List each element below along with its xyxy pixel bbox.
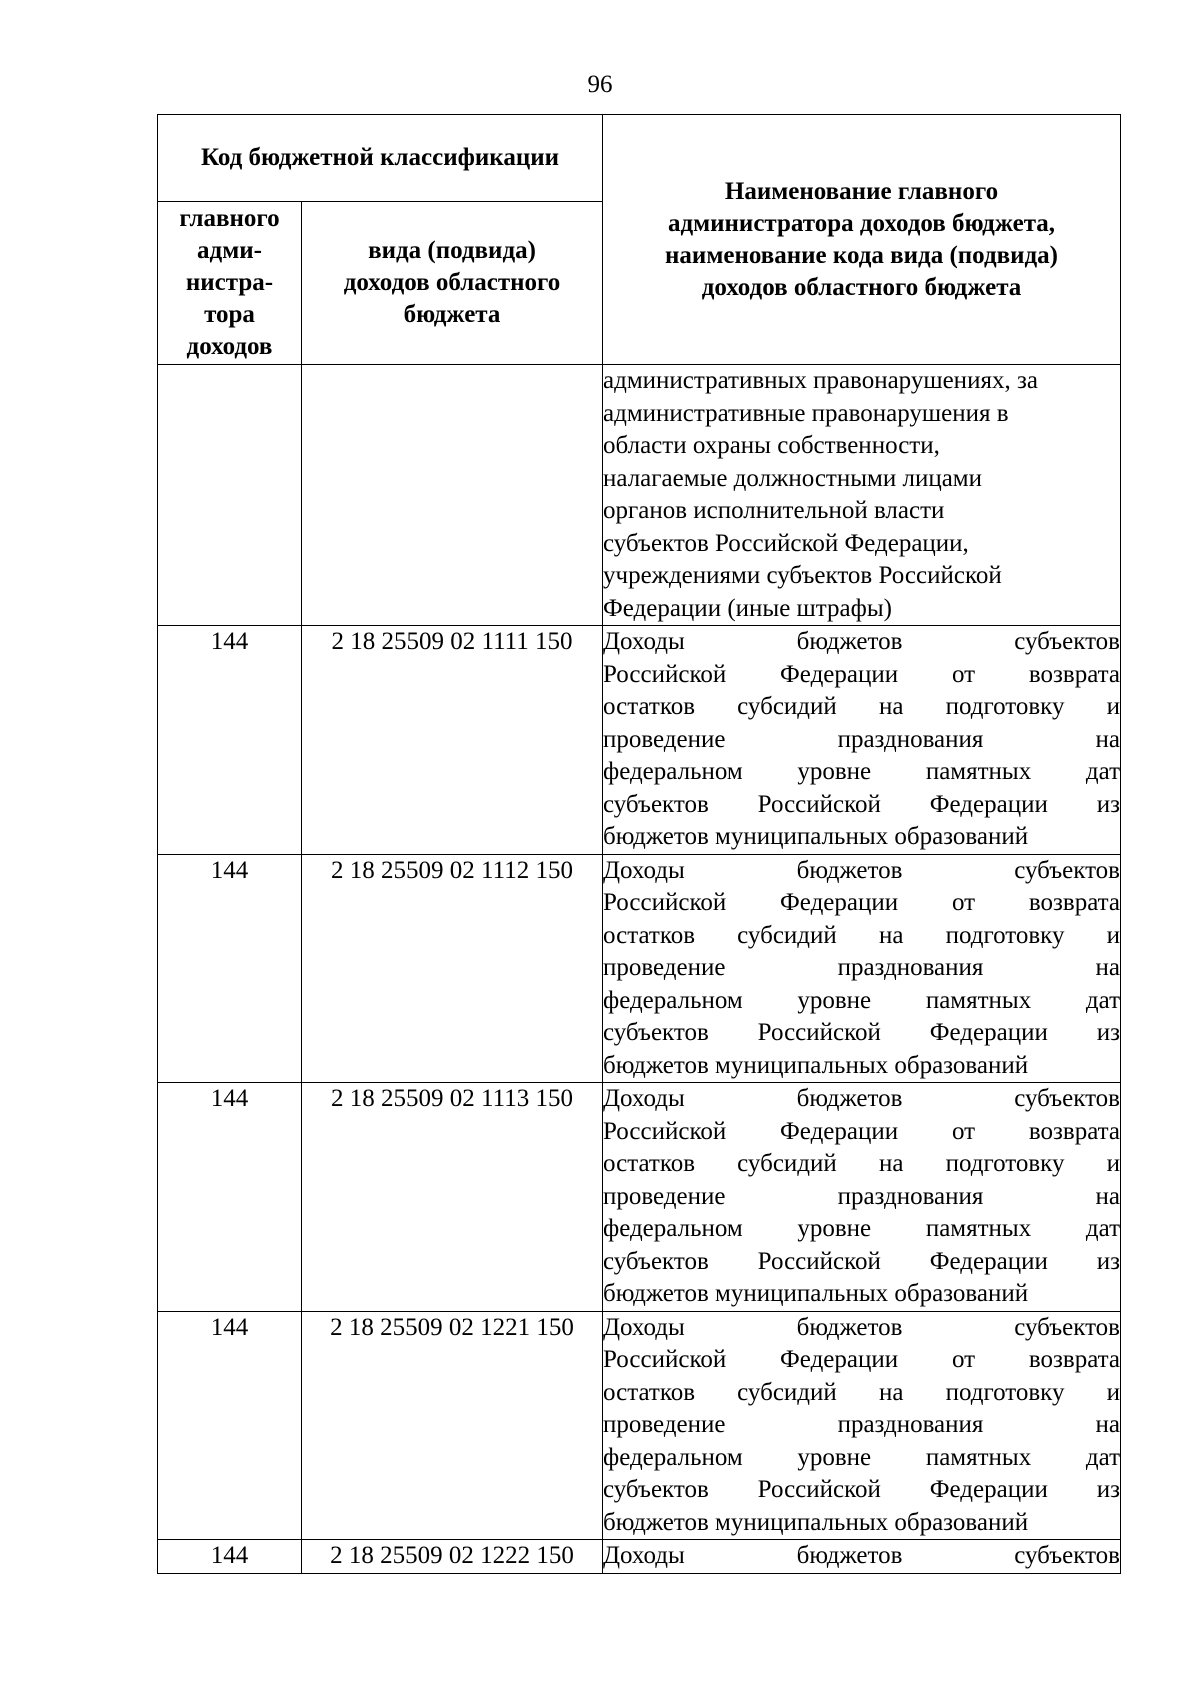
cell-admin-code: 144 <box>158 854 302 1083</box>
revenue-name-line: субъектов Российской Федерации из <box>603 1476 1120 1503</box>
table-row <box>158 854 1121 1083</box>
cell-revenue-name <box>603 626 1121 855</box>
header-revenue-name <box>603 115 1121 365</box>
cell-revenue-name <box>603 1540 1121 1574</box>
revenue-name-line: проведение празднования на <box>603 1411 1120 1438</box>
header-code-line: бюджета <box>403 301 501 328</box>
revenue-name-line: остатков субсидий на подготовку и <box>603 1150 1120 1177</box>
table-row <box>158 626 1121 855</box>
header-chief-administrator <box>158 202 302 365</box>
revenue-name-line: учреждениями субъектов Российской <box>603 562 1002 589</box>
budget-classification-table <box>157 114 1121 1574</box>
revenue-name-line: Доходы бюджетов субъектов <box>603 856 1120 884</box>
revenue-name-line: субъектов Российской Федерации из <box>603 1019 1120 1046</box>
revenue-name-line: органов исполнительной власти <box>603 497 945 524</box>
header-admin-line: главного <box>179 205 280 232</box>
header-code-line: доходов областного <box>343 269 561 296</box>
revenue-name-line: проведение празднования на <box>603 1182 1120 1210</box>
cell-revenue-name <box>603 854 1121 1083</box>
cell-admin-code <box>158 365 302 626</box>
cell-revenue-code: 2 18 25509 02 1111 150 <box>302 626 603 855</box>
revenue-name-line: федеральном уровне памятных дат <box>603 758 1120 785</box>
revenue-name-line: федеральном уровне памятных дат <box>603 1443 1120 1471</box>
cell-admin-code: 144 <box>158 1540 302 1574</box>
revenue-name-line: административных правонарушениях, за <box>603 367 1038 394</box>
cell-admin-code: 144 <box>158 626 302 855</box>
revenue-name-line: проведение празднования на <box>603 954 1120 981</box>
revenue-name-line: налагаемые должностными лицами <box>603 464 982 492</box>
header-admin-line: доходов <box>186 333 273 360</box>
revenue-name-line: субъектов Российской Федерации, <box>603 529 969 557</box>
header-revenue-code <box>302 202 603 365</box>
revenue-name-line: бюджетов муниципальных образований <box>603 823 1029 850</box>
header-admin-line: адми- <box>197 237 262 264</box>
page-number: 96 <box>587 71 613 98</box>
revenue-name-line: остатков субсидий на подготовку и <box>603 693 1120 720</box>
header-admin-line: тора <box>204 301 255 328</box>
table-row <box>158 1311 1121 1540</box>
header-revenue-name-line: наименование кода вида (подвида) <box>665 241 1058 269</box>
table-row <box>158 1540 1121 1574</box>
header-admin-line: нистра- <box>185 269 274 296</box>
revenue-name-line: Федерации (иные штрафы) <box>603 594 892 622</box>
header-revenue-name-line: администратора доходов бюджета, <box>667 209 1056 237</box>
cell-admin-code: 144 <box>158 1083 302 1312</box>
cell-revenue-code <box>302 365 603 626</box>
header-code-line: вида (подвида) <box>368 237 536 264</box>
revenue-name-line: Российской Федерации от возврата <box>603 1117 1120 1145</box>
revenue-name-line: субъектов Российской Федерации из <box>603 1247 1120 1275</box>
revenue-name-line: Доходы бюджетов субъектов <box>603 1542 1120 1569</box>
revenue-name-line: Российской Федерации от возврата <box>603 889 1120 916</box>
revenue-name-line: проведение празднования на <box>603 725 1120 753</box>
revenue-name-line: административные правонарушения в <box>603 399 1009 427</box>
revenue-name-line: субъектов Российской Федерации из <box>603 790 1120 818</box>
table-row <box>158 365 1121 626</box>
revenue-name-line: области охраны собственности, <box>603 432 940 459</box>
header-revenue-name-line: Наименование главного <box>724 177 999 205</box>
cell-revenue-code: 2 18 25509 02 1113 150 <box>302 1083 603 1312</box>
revenue-name-line: Российской Федерации от возврата <box>603 1346 1120 1373</box>
cell-revenue-name <box>603 365 1121 626</box>
revenue-name-line: федеральном уровне памятных дат <box>603 1215 1120 1242</box>
revenue-name-line: федеральном уровне памятных дат <box>603 986 1120 1014</box>
cell-revenue-code: 2 18 25509 02 1112 150 <box>302 854 603 1083</box>
revenue-name-line: остатков субсидий на подготовку и <box>603 921 1120 949</box>
header-revenue-name-line: доходов областного бюджета <box>701 273 1022 301</box>
revenue-name-line: Доходы бюджетов субъектов <box>603 628 1120 655</box>
cell-admin-code: 144 <box>158 1311 302 1540</box>
cell-revenue-code: 2 18 25509 02 1221 150 <box>302 1311 603 1540</box>
table-row <box>158 1083 1121 1312</box>
revenue-name-line: бюджетов муниципальных образований <box>603 1508 1029 1536</box>
cell-revenue-name <box>603 1083 1121 1312</box>
header-budget-classification-code: Код бюджетной классификации <box>158 115 603 202</box>
revenue-name-line: остатков субсидий на подготовку и <box>603 1378 1120 1406</box>
revenue-name-line: бюджетов муниципальных образований <box>603 1280 1029 1307</box>
revenue-name-line: Российской Федерации от возврата <box>603 660 1120 688</box>
revenue-name-line: бюджетов муниципальных образований <box>603 1051 1029 1079</box>
cell-revenue-name <box>603 1311 1121 1540</box>
revenue-name-line: Доходы бюджетов субъектов <box>603 1085 1120 1112</box>
revenue-name-line: Доходы бюджетов субъектов <box>603 1313 1120 1341</box>
cell-revenue-code: 2 18 25509 02 1222 150 <box>302 1540 603 1574</box>
